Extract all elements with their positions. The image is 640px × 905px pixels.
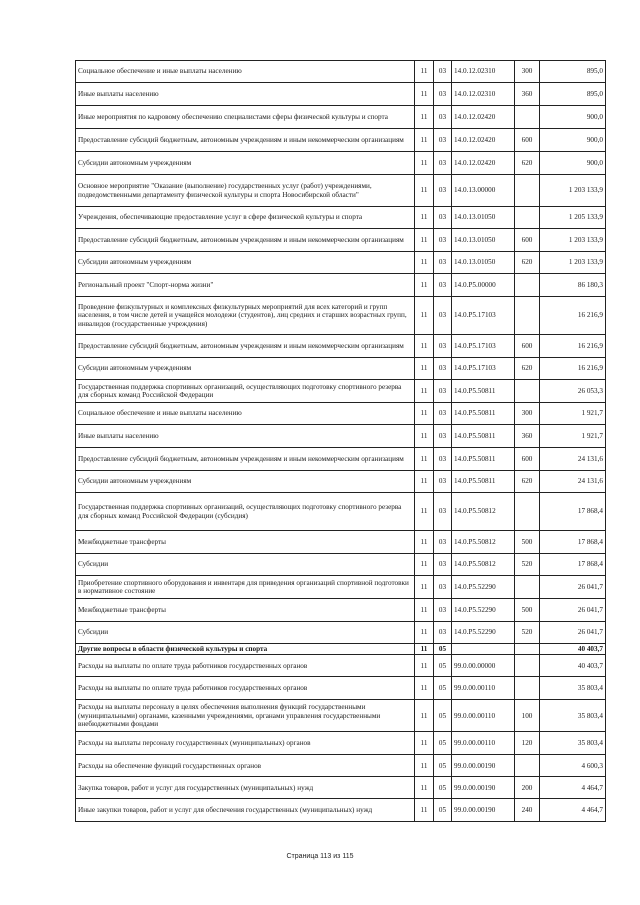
table-row: [76, 106, 606, 129]
cell-expense-type: [515, 297, 540, 335]
cell-amount: 1 203 133,9: [540, 229, 606, 252]
cell-name: Иные мероприятия по кадровому обеспечению специалистами сферы физической культуры и спорта: [76, 106, 415, 129]
cell-target-article: 99.0.00.00110: [452, 700, 515, 732]
cell-section: 11: [415, 677, 434, 700]
table-row: [76, 229, 606, 252]
cell-section: 11: [415, 644, 434, 655]
cell-target-article: 14.0.P5.50812: [452, 554, 515, 576]
cell-section: 11: [415, 799, 434, 822]
cell-expense-type: 600: [515, 335, 540, 358]
cell-amount: 26 053,3: [540, 380, 606, 403]
cell-name: Основное мероприятие "Оказание (выполнение) государственных услуг (работ) учреждениями, подведомственными департаменту физической культуры и спорта Новосибирской области": [76, 175, 415, 207]
cell-target-article: 14.0.13.00000: [452, 175, 515, 207]
table-row: [76, 83, 606, 106]
cell-target-article: 99.0.00.00190: [452, 799, 515, 822]
cell-amount: 4 464,7: [540, 777, 606, 799]
cell-target-article: 14.0.13.01050: [452, 229, 515, 252]
cell-section: 11: [415, 493, 434, 531]
cell-name: Социальное обеспечение и иные выплаты населению: [76, 61, 415, 83]
cell-subsection: 05: [434, 799, 452, 822]
cell-subsection: 03: [434, 576, 452, 599]
cell-name: Иные закупки товаров, работ и услуг для обеспечения государственных (муниципальных) нужд: [76, 799, 415, 822]
cell-expense-type: 600: [515, 448, 540, 471]
cell-subsection: 03: [434, 175, 452, 207]
cell-subsection: 03: [434, 152, 452, 175]
cell-subsection: 03: [434, 599, 452, 622]
cell-section: 11: [415, 207, 434, 229]
cell-target-article: 14.0.P5.52290: [452, 622, 515, 644]
cell-target-article: 14.0.13.01050: [452, 207, 515, 229]
cell-section: 11: [415, 380, 434, 403]
table-row: [76, 380, 606, 403]
budget-table: [75, 60, 606, 822]
cell-target-article: 14.0.P5.50811: [452, 403, 515, 425]
cell-amount: 26 041,7: [540, 599, 606, 622]
cell-section: 11: [415, 732, 434, 755]
cell-section: 11: [415, 358, 434, 380]
cell-subsection: 03: [434, 380, 452, 403]
cell-amount: 1 203 133,9: [540, 175, 606, 207]
table-row: [76, 655, 606, 677]
cell-name: Субсидии автономным учреждениям: [76, 152, 415, 175]
cell-target-article: 14.0.12.02310: [452, 61, 515, 83]
cell-name: Предоставление субсидий бюджетным, автономным учреждениям и иным некоммерческим организациям: [76, 229, 415, 252]
cell-subsection: 03: [434, 335, 452, 358]
cell-expense-type: 120: [515, 732, 540, 755]
cell-amount: 4 600,3: [540, 755, 606, 777]
cell-amount: 40 403,7: [540, 644, 606, 655]
table-row: [76, 297, 606, 335]
cell-amount: 35 803,4: [540, 700, 606, 732]
cell-target-article: 14.0.P5.50812: [452, 493, 515, 531]
cell-amount: 17 868,4: [540, 554, 606, 576]
cell-name: Иные выплаты населению: [76, 83, 415, 106]
cell-target-article: 14.0.12.02420: [452, 106, 515, 129]
table-row: [76, 599, 606, 622]
cell-expense-type: 600: [515, 129, 540, 152]
table-row: [76, 358, 606, 380]
cell-expense-type: 200: [515, 777, 540, 799]
cell-target-article: 14.0.P5.50811: [452, 380, 515, 403]
cell-expense-type: 300: [515, 403, 540, 425]
table-row: [76, 274, 606, 297]
page-number: Страница 113 из 115: [286, 853, 354, 860]
cell-name: Субсидии автономным учреждениям: [76, 471, 415, 493]
table-row: [76, 175, 606, 207]
cell-section: 11: [415, 297, 434, 335]
cell-section: 11: [415, 61, 434, 83]
cell-name: Социальное обеспечение и иные выплаты населению: [76, 403, 415, 425]
cell-section: 11: [415, 106, 434, 129]
cell-section: 11: [415, 599, 434, 622]
cell-target-article: [452, 644, 515, 655]
table-row: [76, 493, 606, 531]
cell-subsection: 03: [434, 554, 452, 576]
cell-amount: 40 403,7: [540, 655, 606, 677]
cell-name: Расходы на выплаты по оплате труда работников государственных органов: [76, 677, 415, 700]
cell-target-article: 14.0.P5.00000: [452, 274, 515, 297]
table-row: [76, 622, 606, 644]
cell-name: Предоставление субсидий бюджетным, автономным учреждениям и иным некоммерческим организациям: [76, 448, 415, 471]
cell-expense-type: [515, 175, 540, 207]
table-row: [76, 252, 606, 274]
cell-amount: 35 803,4: [540, 732, 606, 755]
cell-target-article: 14.0.12.02310: [452, 83, 515, 106]
cell-section: 11: [415, 335, 434, 358]
cell-section: 11: [415, 252, 434, 274]
cell-target-article: 14.0.P5.17103: [452, 335, 515, 358]
cell-amount: 16 216,9: [540, 297, 606, 335]
cell-section: 11: [415, 576, 434, 599]
cell-section: 11: [415, 425, 434, 448]
cell-name: Расходы на выплаты персоналу в целях обеспечения выполнения функций государственными (муниципальными) органами, казенными учреждениями, органами управления государственными внебюджетными фондами: [76, 700, 415, 732]
cell-section: 11: [415, 755, 434, 777]
cell-section: 11: [415, 471, 434, 493]
cell-amount: 895,0: [540, 83, 606, 106]
cell-expense-type: 600: [515, 229, 540, 252]
cell-expense-type: 360: [515, 425, 540, 448]
cell-section: 11: [415, 274, 434, 297]
cell-amount: 16 216,9: [540, 335, 606, 358]
table-row: [76, 335, 606, 358]
cell-subsection: 03: [434, 425, 452, 448]
cell-target-article: 14.0.P5.50812: [452, 531, 515, 554]
cell-target-article: 14.0.P5.17103: [452, 358, 515, 380]
cell-expense-type: 520: [515, 622, 540, 644]
cell-name: Проведение физкультурных и комплексных физкультурных мероприятий для всех категорий и групп населения, в том числе детей и учащейся молодежи (студентов), лиц средних и старших возрастных групп, инвалидов (государственные учреждения): [76, 297, 415, 335]
cell-amount: 1 205 133,9: [540, 207, 606, 229]
cell-expense-type: [515, 655, 540, 677]
cell-target-article: 14.0.P5.52290: [452, 576, 515, 599]
cell-section: 11: [415, 403, 434, 425]
table-row: [76, 425, 606, 448]
cell-expense-type: [515, 380, 540, 403]
cell-amount: 24 131,6: [540, 471, 606, 493]
cell-target-article: 14.0.P5.52290: [452, 599, 515, 622]
cell-target-article: 99.0.00.00110: [452, 677, 515, 700]
cell-subsection: 03: [434, 622, 452, 644]
table-row: [76, 644, 606, 655]
table-row: [76, 471, 606, 493]
table-row: [76, 799, 606, 822]
cell-subsection: 03: [434, 448, 452, 471]
cell-amount: 17 868,4: [540, 493, 606, 531]
cell-target-article: 14.0.P5.50811: [452, 471, 515, 493]
cell-expense-type: 500: [515, 599, 540, 622]
cell-target-article: 14.0.12.02420: [452, 129, 515, 152]
cell-amount: 24 131,6: [540, 448, 606, 471]
cell-section: 11: [415, 83, 434, 106]
cell-expense-type: [515, 644, 540, 655]
cell-subsection: 03: [434, 471, 452, 493]
cell-subsection: 03: [434, 403, 452, 425]
cell-amount: 26 041,7: [540, 576, 606, 599]
cell-amount: 1 921,7: [540, 403, 606, 425]
cell-amount: 900,0: [540, 152, 606, 175]
cell-target-article: 14.0.P5.50811: [452, 425, 515, 448]
cell-name: Предоставление субсидий бюджетным, автономным учреждениям и иным некоммерческим организациям: [76, 129, 415, 152]
cell-expense-type: 100: [515, 700, 540, 732]
cell-name: Субсидии автономным учреждениям: [76, 358, 415, 380]
cell-subsection: 05: [434, 644, 452, 655]
cell-target-article: 99.0.00.00190: [452, 755, 515, 777]
cell-target-article: 14.0.13.01050: [452, 252, 515, 274]
cell-target-article: 14.0.P5.50811: [452, 448, 515, 471]
cell-expense-type: 620: [515, 252, 540, 274]
cell-name: Субсидии: [76, 554, 415, 576]
cell-subsection: 03: [434, 274, 452, 297]
cell-name: Межбюджетные трансферты: [76, 599, 415, 622]
cell-section: 11: [415, 531, 434, 554]
table-row: [76, 207, 606, 229]
cell-target-article: 99.0.00.00190: [452, 777, 515, 799]
cell-target-article: 99.0.00.00000: [452, 655, 515, 677]
cell-expense-type: 500: [515, 531, 540, 554]
cell-amount: 26 041,7: [540, 622, 606, 644]
cell-expense-type: [515, 106, 540, 129]
cell-name: Закупка товаров, работ и услуг для государственных (муниципальных) нужд: [76, 777, 415, 799]
cell-amount: 16 216,9: [540, 358, 606, 380]
cell-subsection: 05: [434, 677, 452, 700]
table-body: [76, 61, 606, 822]
table-row: [76, 777, 606, 799]
cell-amount: 4 464,7: [540, 799, 606, 822]
cell-section: 11: [415, 229, 434, 252]
cell-expense-type: [515, 207, 540, 229]
cell-section: 11: [415, 700, 434, 732]
cell-section: 11: [415, 448, 434, 471]
table-row: [76, 732, 606, 755]
table-row: [76, 700, 606, 732]
table-row: [76, 677, 606, 700]
cell-target-article: 14.0.P5.17103: [452, 297, 515, 335]
cell-subsection: 03: [434, 129, 452, 152]
cell-target-article: 99.0.00.00110: [452, 732, 515, 755]
cell-expense-type: 520: [515, 554, 540, 576]
cell-name: Приобретение спортивного оборудования и инвентаря для приведения организаций спортивной подготовки в нормативное состояние: [76, 576, 415, 599]
cell-subsection: 05: [434, 700, 452, 732]
cell-subsection: 05: [434, 732, 452, 755]
cell-expense-type: 360: [515, 83, 540, 106]
cell-name: Межбюджетные трансферты: [76, 531, 415, 554]
cell-expense-type: 620: [515, 152, 540, 175]
cell-subsection: 03: [434, 493, 452, 531]
table-row: [76, 531, 606, 554]
cell-section: 11: [415, 777, 434, 799]
cell-name: Государственная поддержка спортивных организаций, осуществляющих подготовку спортивного резерва для сборных команд Российской Федерации (субсидия): [76, 493, 415, 531]
cell-name: Предоставление субсидий бюджетным, автономным учреждениям и иным некоммерческим организациям: [76, 335, 415, 358]
cell-subsection: 05: [434, 777, 452, 799]
cell-expense-type: 620: [515, 471, 540, 493]
cell-name: Субсидии автономным учреждениям: [76, 252, 415, 274]
table-row: [76, 129, 606, 152]
cell-amount: 35 803,4: [540, 677, 606, 700]
table-row: [76, 403, 606, 425]
table-row: [76, 448, 606, 471]
table-row: [76, 152, 606, 175]
cell-expense-type: 240: [515, 799, 540, 822]
cell-amount: 900,0: [540, 129, 606, 152]
cell-amount: 1 203 133,9: [540, 252, 606, 274]
cell-name: Расходы на обеспечение функций государственных органов: [76, 755, 415, 777]
cell-section: 11: [415, 175, 434, 207]
cell-name: Учреждения, обеспечивающие предоставление услуг в сфере физической культуры и спорта: [76, 207, 415, 229]
cell-subsection: 03: [434, 531, 452, 554]
table-row: [76, 61, 606, 83]
cell-section: 11: [415, 554, 434, 576]
cell-subsection: 03: [434, 229, 452, 252]
cell-amount: 86 180,3: [540, 274, 606, 297]
table-row: [76, 576, 606, 599]
cell-amount: 1 921,7: [540, 425, 606, 448]
cell-subsection: 03: [434, 83, 452, 106]
cell-expense-type: 300: [515, 61, 540, 83]
cell-amount: 895,0: [540, 61, 606, 83]
table-row: [76, 755, 606, 777]
cell-section: 11: [415, 655, 434, 677]
cell-subsection: 03: [434, 358, 452, 380]
cell-amount: 17 868,4: [540, 531, 606, 554]
cell-expense-type: [515, 755, 540, 777]
cell-subsection: 03: [434, 61, 452, 83]
cell-subsection: 03: [434, 297, 452, 335]
cell-section: 11: [415, 622, 434, 644]
cell-expense-type: [515, 576, 540, 599]
cell-name: Другие вопросы в области физической культуры и спорта: [76, 644, 415, 655]
cell-subsection: 03: [434, 106, 452, 129]
cell-name: Иные выплаты населению: [76, 425, 415, 448]
cell-subsection: 05: [434, 755, 452, 777]
cell-name: Государственная поддержка спортивных организаций, осуществляющих подготовку спортивного резерва для сборных команд Российской Федерации: [76, 380, 415, 403]
cell-name: Расходы на выплаты по оплате труда работников государственных органов: [76, 655, 415, 677]
cell-expense-type: [515, 274, 540, 297]
cell-subsection: 05: [434, 655, 452, 677]
cell-expense-type: [515, 677, 540, 700]
cell-subsection: 03: [434, 252, 452, 274]
cell-name: Расходы на выплаты персоналу государственных (муниципальных) органов: [76, 732, 415, 755]
cell-subsection: 03: [434, 207, 452, 229]
cell-expense-type: 620: [515, 358, 540, 380]
table-row: [76, 554, 606, 576]
cell-section: 11: [415, 129, 434, 152]
cell-target-article: 14.0.12.02420: [452, 152, 515, 175]
cell-amount: 900,0: [540, 106, 606, 129]
cell-section: 11: [415, 152, 434, 175]
cell-name: Субсидии: [76, 622, 415, 644]
cell-expense-type: [515, 493, 540, 531]
cell-name: Региональный проект "Спорт-норма жизни": [76, 274, 415, 297]
